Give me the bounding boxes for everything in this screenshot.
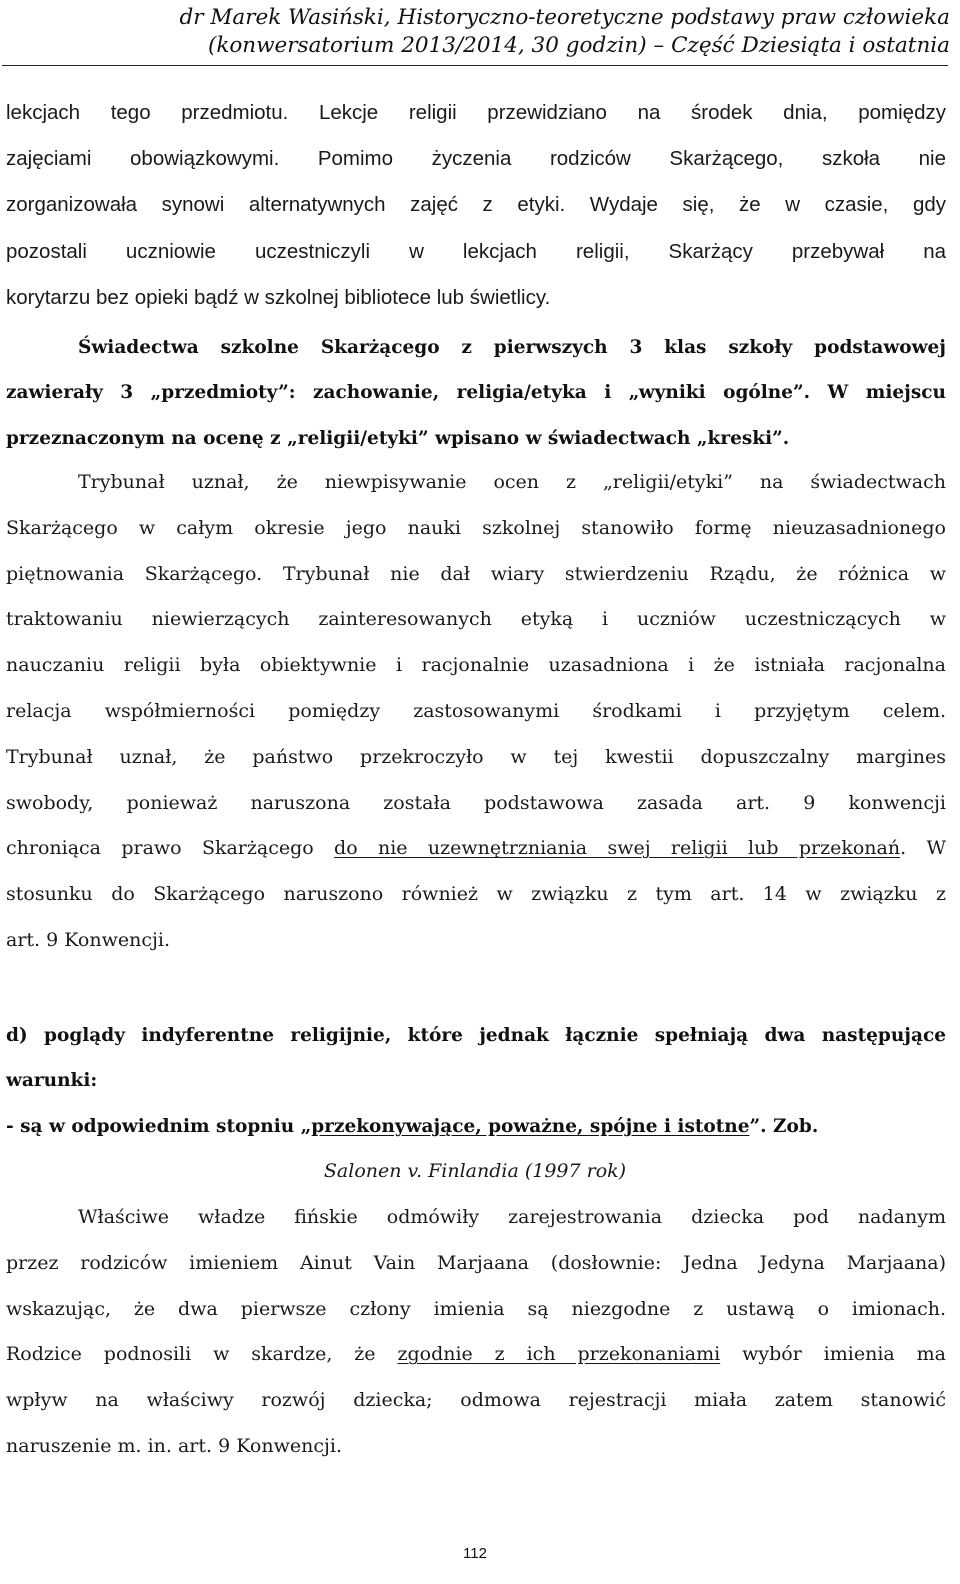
page-number: 112 [463, 1545, 487, 1562]
header-line-1: dr Marek Wasiński, Historyczno-teoretyczne podstawy praw człowieka [179, 5, 950, 30]
text-line: przez rodziców imieniem Ainut Vain Marjaana (dosłownie: Jedna Jedyna Marjaana) [6, 1251, 946, 1274]
text-line: Trybunał uznał, że niewpisywanie ocen z „religii/etyki” na świadectwach [78, 471, 946, 493]
text-run: - są w odpowiednim stopniu „ [6, 1116, 312, 1137]
text-line: art. 9 Konwencji. [6, 928, 171, 951]
text-run: wybór imienia ma [720, 1343, 946, 1366]
text-line: korytarzu bez opieki bądź w szkolnej bibliotece lub świetlicy. [6, 285, 551, 309]
paragraph-school-absence [6, 90, 946, 321]
text-line: Skarżącego w całym okresie jego nauki szkolnej stanowiło formę nieuzasadnionego [6, 516, 946, 539]
text-line: lekcjach tego przedmiotu. Lekcje religii przewidziano na środek dnia, pomiędzy [6, 101, 946, 124]
underlined-phrase: przekonywające, poważne, spójne i istotne [311, 1116, 750, 1137]
text-line [6, 1104, 946, 1149]
text-run: Rodzice podnosili w skardze, że [6, 1343, 398, 1366]
text-line: wpływ na właściwy rozwój dziecka; odmowa rejestracji miała zatem stanowić [6, 1389, 946, 1412]
paragraph-tribunal-ruling [6, 460, 946, 964]
text-line: zawierały 3 „przedmioty”: zachowanie, religia/etyka i „wyniki ogólne”. W miejscu [6, 382, 946, 404]
text-line: wskazując, że dwa pierwsze człony imienia są niezgodne z ustawą o imionach. [6, 1297, 946, 1320]
text-line: piętnowania Skarżącego. Trybunał nie dał wiary stwierdzeniu Rządu, że różnica w [6, 562, 946, 585]
condition-line [6, 1104, 946, 1149]
paragraph-salonen-case [6, 1195, 946, 1470]
heading-line: d) poglądy indyferentne religijnie, które jednak łącznie spełniają dwa następujące [6, 1025, 946, 1046]
text-run: ”. Zob. [749, 1116, 819, 1137]
text-line: naruszenie m. in. art. 9 Konwencji. [6, 1434, 342, 1457]
text-line: zorganizowała synowi alternatywnych zajęć z etyki. Wydaje się, że w czasie, gdy [6, 193, 946, 217]
header-line-2: (konwersatorium 2013/2014, 30 godzin) – Część Dziesiąta i ostatnia [207, 33, 950, 58]
text-line: Trybunał uznał, że państwo przekroczyło w tej kwestii dopuszczalny margines [6, 745, 946, 768]
case-caption: Salonen v. Finlandia (1997 rok) [323, 1160, 627, 1182]
running-header [0, 4, 950, 60]
section-heading-d [6, 1013, 946, 1104]
text-run: chroniąca prawo Skarżącego [6, 837, 335, 860]
text-line: Świadectwa szkolne Skarżącego z pierwszych 3 klas szkoły podstawowej [78, 337, 946, 358]
text-line: swobody, ponieważ naruszona została podstawowa zasada art. 9 konwencji [6, 791, 946, 814]
text-run: . W [900, 837, 947, 860]
text-line: relacja współmierności pomiędzy zastosowanymi środkami i przyjętym celem. [6, 699, 946, 722]
text-line: Właściwe władze fińskie odmówiły zarejestrowania dziecka pod nadanym [78, 1206, 946, 1228]
text-line: stosunku do Skarżącego naruszono również w związku z tym art. 14 w związku z [6, 883, 946, 906]
underlined-phrase: do nie uzewnętrzniania swej religii lub przekonań [334, 837, 901, 860]
text-line: przeznaczonym na ocenę z „religii/etyki” wpisano w świadectwach „kreski”. [6, 427, 790, 449]
text-line: traktowaniu niewierzących zainteresowanych etyką i uczniów uczestniczących w [6, 608, 946, 631]
text-line: zajęciami obowiązkowymi. Pomimo życzenia rodziców Skarżącego, szkoła nie [6, 147, 946, 171]
text-line [6, 826, 946, 872]
header-divider [2, 65, 948, 66]
heading-line: warunki: [6, 1070, 98, 1092]
text-line [6, 1332, 946, 1378]
underlined-phrase: zgodnie z ich przekonaniami [397, 1343, 721, 1366]
text-line: nauczaniu religii była obiektywnie i racjonalnie uzasadniona i że istniała racjonalna [6, 654, 946, 677]
paragraph-certificates [6, 325, 946, 461]
text-line: pozostali uczniowie uczestniczyli w lekcjach religii, Skarżący przebywał na [6, 239, 946, 263]
